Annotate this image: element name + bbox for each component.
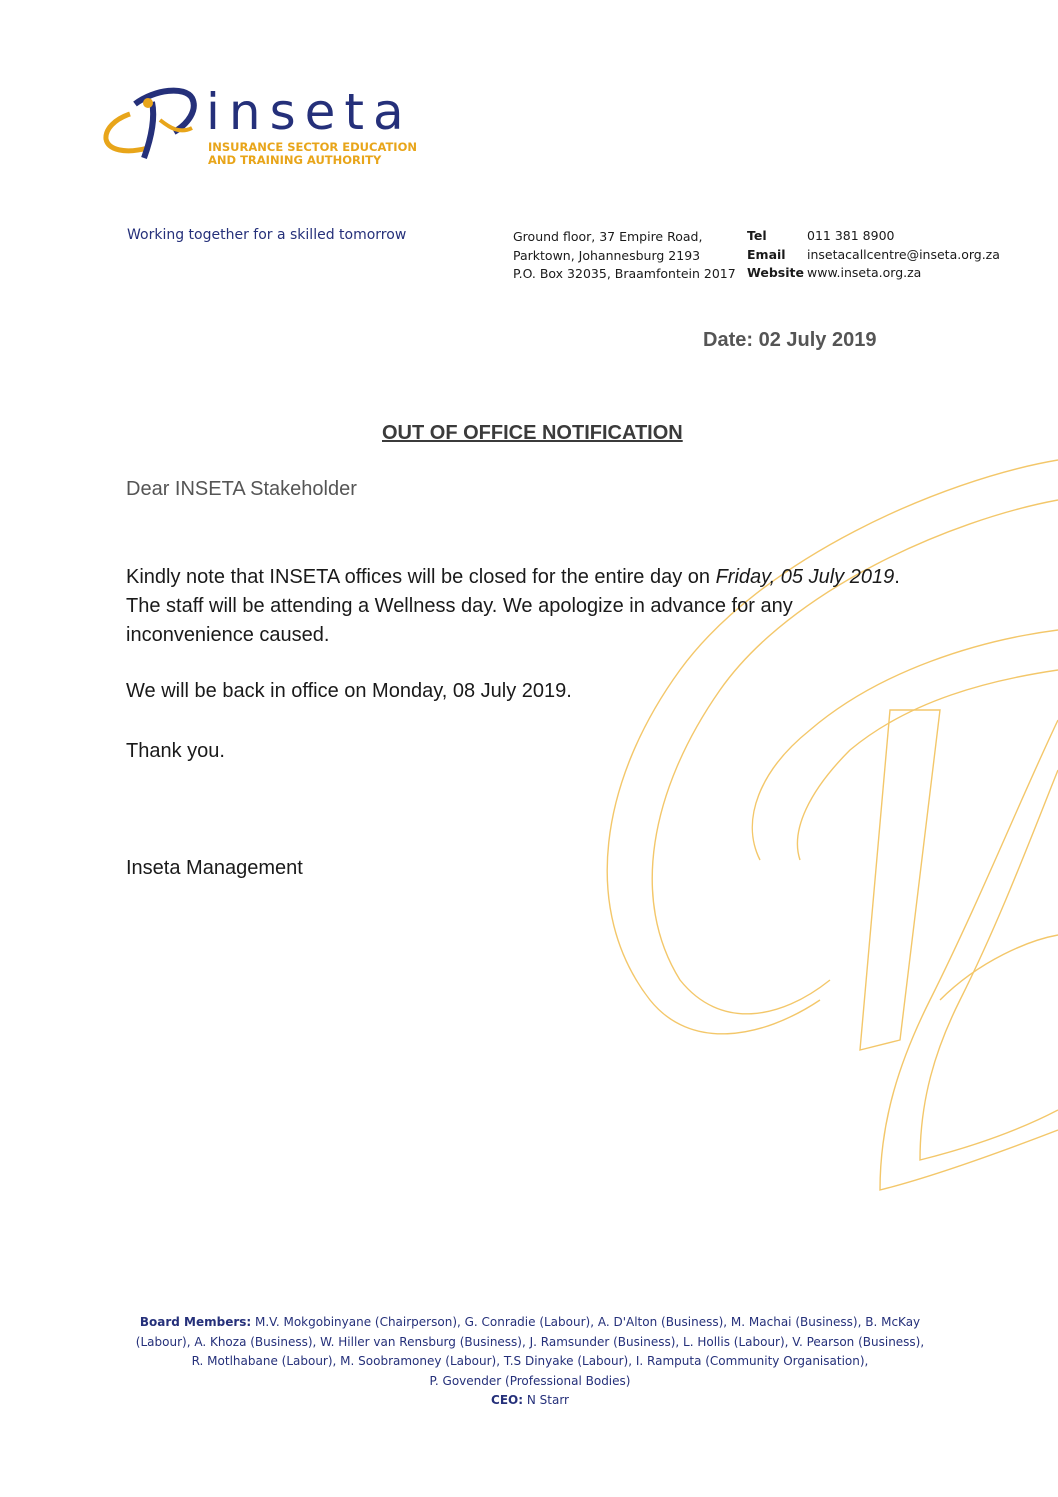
logo-wordmark: inseta [206,83,413,141]
footer-board-label: Board Members: [139,1315,252,1329]
body-text: Kindly note that INSETA offices will be closed for the entire day on [126,566,716,588]
salutation: Dear INSETA Stakeholder [126,478,357,500]
contact-value: 011 381 8900 [807,228,895,243]
contact-value: www.inseta.org.za [807,265,922,280]
footer-line: R. Motlhabane (Labour), M. Soobramoney (Labour), T.S Dinyake (Labour), I. Ramputa (Community Organisation), [191,1354,869,1369]
address-line: Ground floor, 37 Empire Road, [513,229,703,244]
logo-subtitle-line2: AND TRAINING AUTHORITY [208,153,382,167]
footer-line: P. Govender (Professional Bodies) [429,1373,631,1388]
contact-row-tel [747,227,1000,246]
logo-subtitle-line1: INSURANCE SECTOR EDUCATION [208,140,417,154]
footer-ceo [130,1391,930,1411]
contact-value: insetacallcentre@inseta.org.za [807,246,1000,262]
signoff: Inseta Management [126,857,303,879]
address-line: Parktown, Johannesburg 2193 [513,247,701,263]
body-text: . The staff will be attending a Wellness day. We apologize in advance for any inconvenience caused. [126,566,900,646]
logo-subtitle [208,141,417,167]
footer-line: (Labour), A. Khoza (Business), W. Hiller van Rensburg (Business), J. Ramsunder (Business), L. Hollis (Labour), V. Pearson (Business), [135,1334,925,1349]
footer-ceo-value: N Starr [523,1393,569,1408]
body-text-italic: Friday, 05 July 2019 [715,566,895,588]
contact-label: Website [747,265,804,280]
thanks-line: Thank you. [126,740,225,762]
inseta-logo-icon [100,84,220,170]
address-block [513,228,736,284]
footer-ceo-label: CEO: [491,1393,524,1408]
footer-line [130,1313,930,1333]
contact-label: Email [747,246,786,262]
contact-row-email [747,246,1000,265]
return-paragraph: We will be back in office on Monday, 08 July 2019. [126,680,572,702]
contact-label: Tel [747,228,767,243]
footer-board-members [130,1313,930,1411]
body-paragraph [126,563,916,650]
footer-text: M.V. Mokgobinyane (Chairperson), G. Conradie (Labour), A. D'Alton (Business), M. Machai (Business), B. McKay [251,1315,921,1329]
letter-title: OUT OF OFFICE NOTIFICATION [382,422,683,444]
letter-date: Date: 02 July 2019 [703,329,877,351]
address-line: P.O. Box 32035, Braamfontein 2017 [513,266,736,281]
contact-row-website [747,264,1000,283]
contact-block [747,227,1000,283]
watermark-logo-icon [560,440,1058,1210]
tagline: Working together for a skilled tomorrow [127,227,407,243]
